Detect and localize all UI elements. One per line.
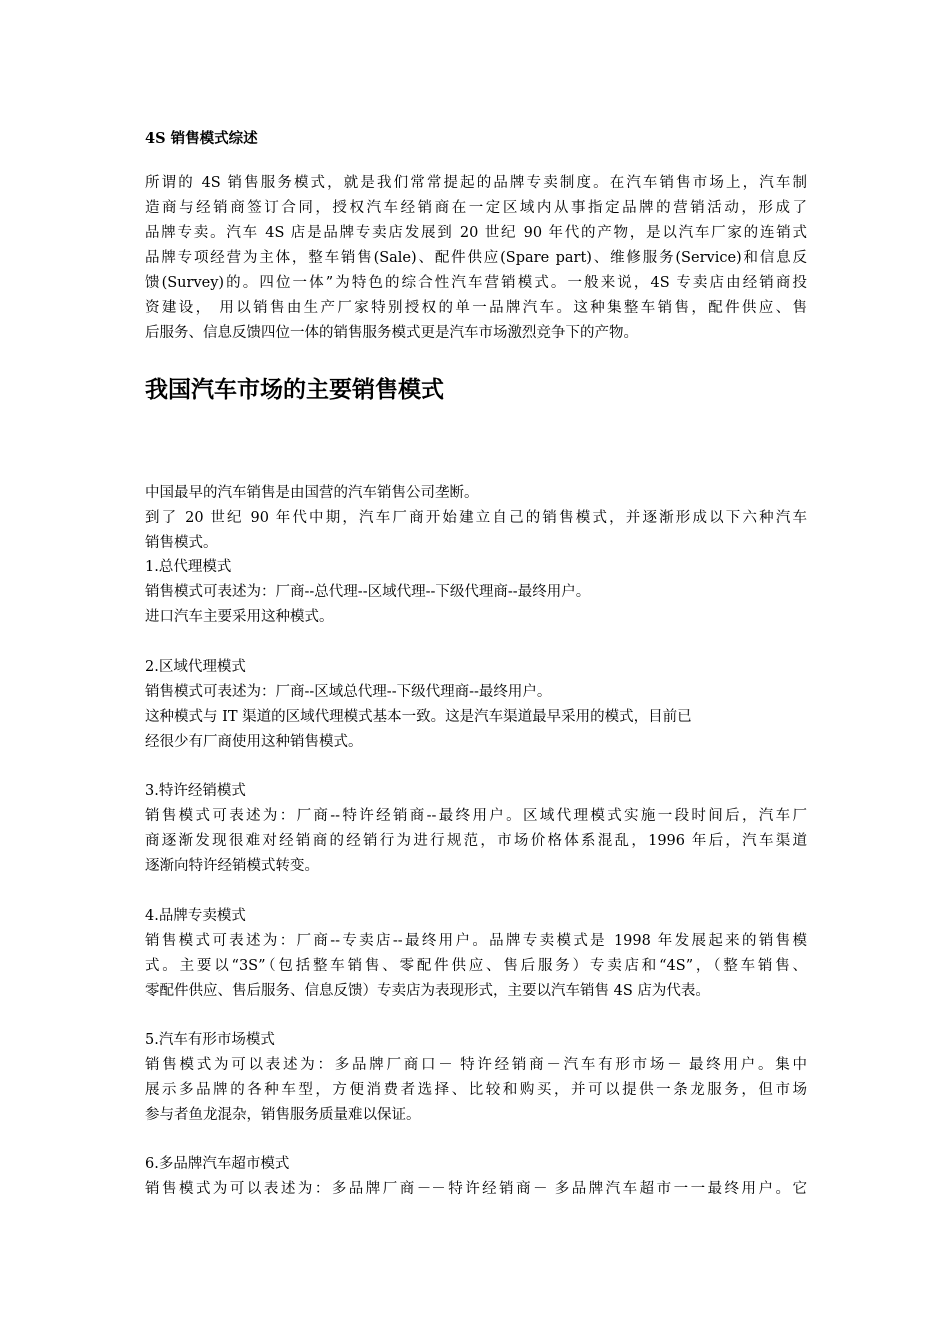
section-heading: 我国汽车市场的主要销售模式 [145, 377, 444, 403]
body-line: 销售模式。 [145, 535, 218, 551]
body-line: 到了 20 世纪 90 年代中期，汽车厂商开始建立自己的销售模式，并逐渐形成以下六种汽车 [145, 510, 807, 526]
body-line: 商逐渐发现很难对经销商的经销行为进行规范，市场价格体系混乱，1996 年后，汽车渠道 [145, 833, 807, 849]
item-heading: 3.特许经销模式 [145, 783, 246, 799]
body-line: 展示多品牌的各种车型，方便消费者选择、比较和购买，并可以提供一条龙服务，但市场 [145, 1082, 807, 1098]
intro-line: 所谓的 4S 销售服务模式，就是我们常常提起的品牌专卖制度。在汽车销售市场上，汽车制 [145, 175, 807, 191]
body-line: 销售模式为可以表述为：多品牌厂商－－特许经销商－ 多品牌汽车超市一一最终用户。它 [145, 1181, 807, 1197]
body-line: 中国最早的汽车销售是由国营的汽车销售公司垄断。 [145, 485, 479, 501]
body-line: 进口汽车主要采用这种模式。 [145, 609, 334, 625]
body-line: 这种模式与 IT 渠道的区域代理模式基本一致。这是汽车渠道最早采用的模式，目前已 [145, 709, 692, 725]
item-heading: 2.区域代理模式 [145, 659, 246, 675]
intro-line: 品牌专卖。汽车 4S 店是品牌专卖店发展到 20 世纪 90 年代的产物，是以汽车厂家的连销式 [145, 225, 807, 241]
body-line: 逐渐向特许经销模式转变。 [145, 858, 319, 874]
body-line: 零配件供应、售后服务、信息反馈）专卖店为表现形式，主要以汽车销售 4S 店为代表。 [145, 983, 710, 999]
body-line: 销售模式可表述为：厂商--总代理--区域代理--下级代理商--最终用户。 [145, 584, 591, 600]
body-line: 经很少有厂商使用这种销售模式。 [145, 734, 363, 750]
body-line: 销售模式可表述为：厂商--专卖店--最终用户。品牌专卖模式是 1998 年发展起来的销售模 [145, 933, 807, 949]
item-heading: 4.品牌专卖模式 [145, 908, 246, 924]
intro-line: 造商与经销商签订合同，授权汽车经销商在一定区域内从事指定品牌的营销活动，形成了 [145, 200, 807, 216]
item-heading: 5.汽车有形市场模式 [145, 1032, 275, 1048]
intro-line: 品牌专项经营为主体，整车销售(Sale)、配件供应(Spare part)、维修服务(Service)和信息反 [145, 250, 807, 266]
body-line: 销售模式可表述为：厂商--区域总代理--下级代理商--最终用户。 [145, 684, 552, 700]
intro-line: 资建设， 用以销售由生产厂家特别授权的单一品牌汽车。这种集整车销售，配件供应、售 [145, 300, 807, 316]
item-heading: 1.总代理模式 [145, 559, 232, 575]
body-line: 参与者鱼龙混杂，销售服务质量难以保证。 [145, 1107, 421, 1123]
body-line: 销售模式可表述为：厂商--特许经销商--最终用户。区域代理模式实施一段时间后，汽车厂 [145, 808, 807, 824]
doc-title: 4S 销售模式综述 [145, 130, 258, 147]
intro-line: 后服务、信息反馈四位一体的销售服务模式更是汽车市场激烈竞争下的产物。 [145, 325, 638, 341]
item-heading: 6.多品牌汽车超市模式 [145, 1156, 290, 1172]
body-line: 式。主要以“3S”（包括整车销售、零配件供应、售后服务）专卖店和“4S”，（整车销售、 [145, 958, 807, 974]
intro-line: 馈(Survey)的。四位一体”为特色的综合性汽车营销模式。一般来说，4S 专卖店由经销商投 [145, 275, 807, 291]
body-line: 销售模式为可以表述为：多品牌厂商口－ 特许经销商－汽车有形市场－ 最终用户。集中 [145, 1057, 807, 1073]
